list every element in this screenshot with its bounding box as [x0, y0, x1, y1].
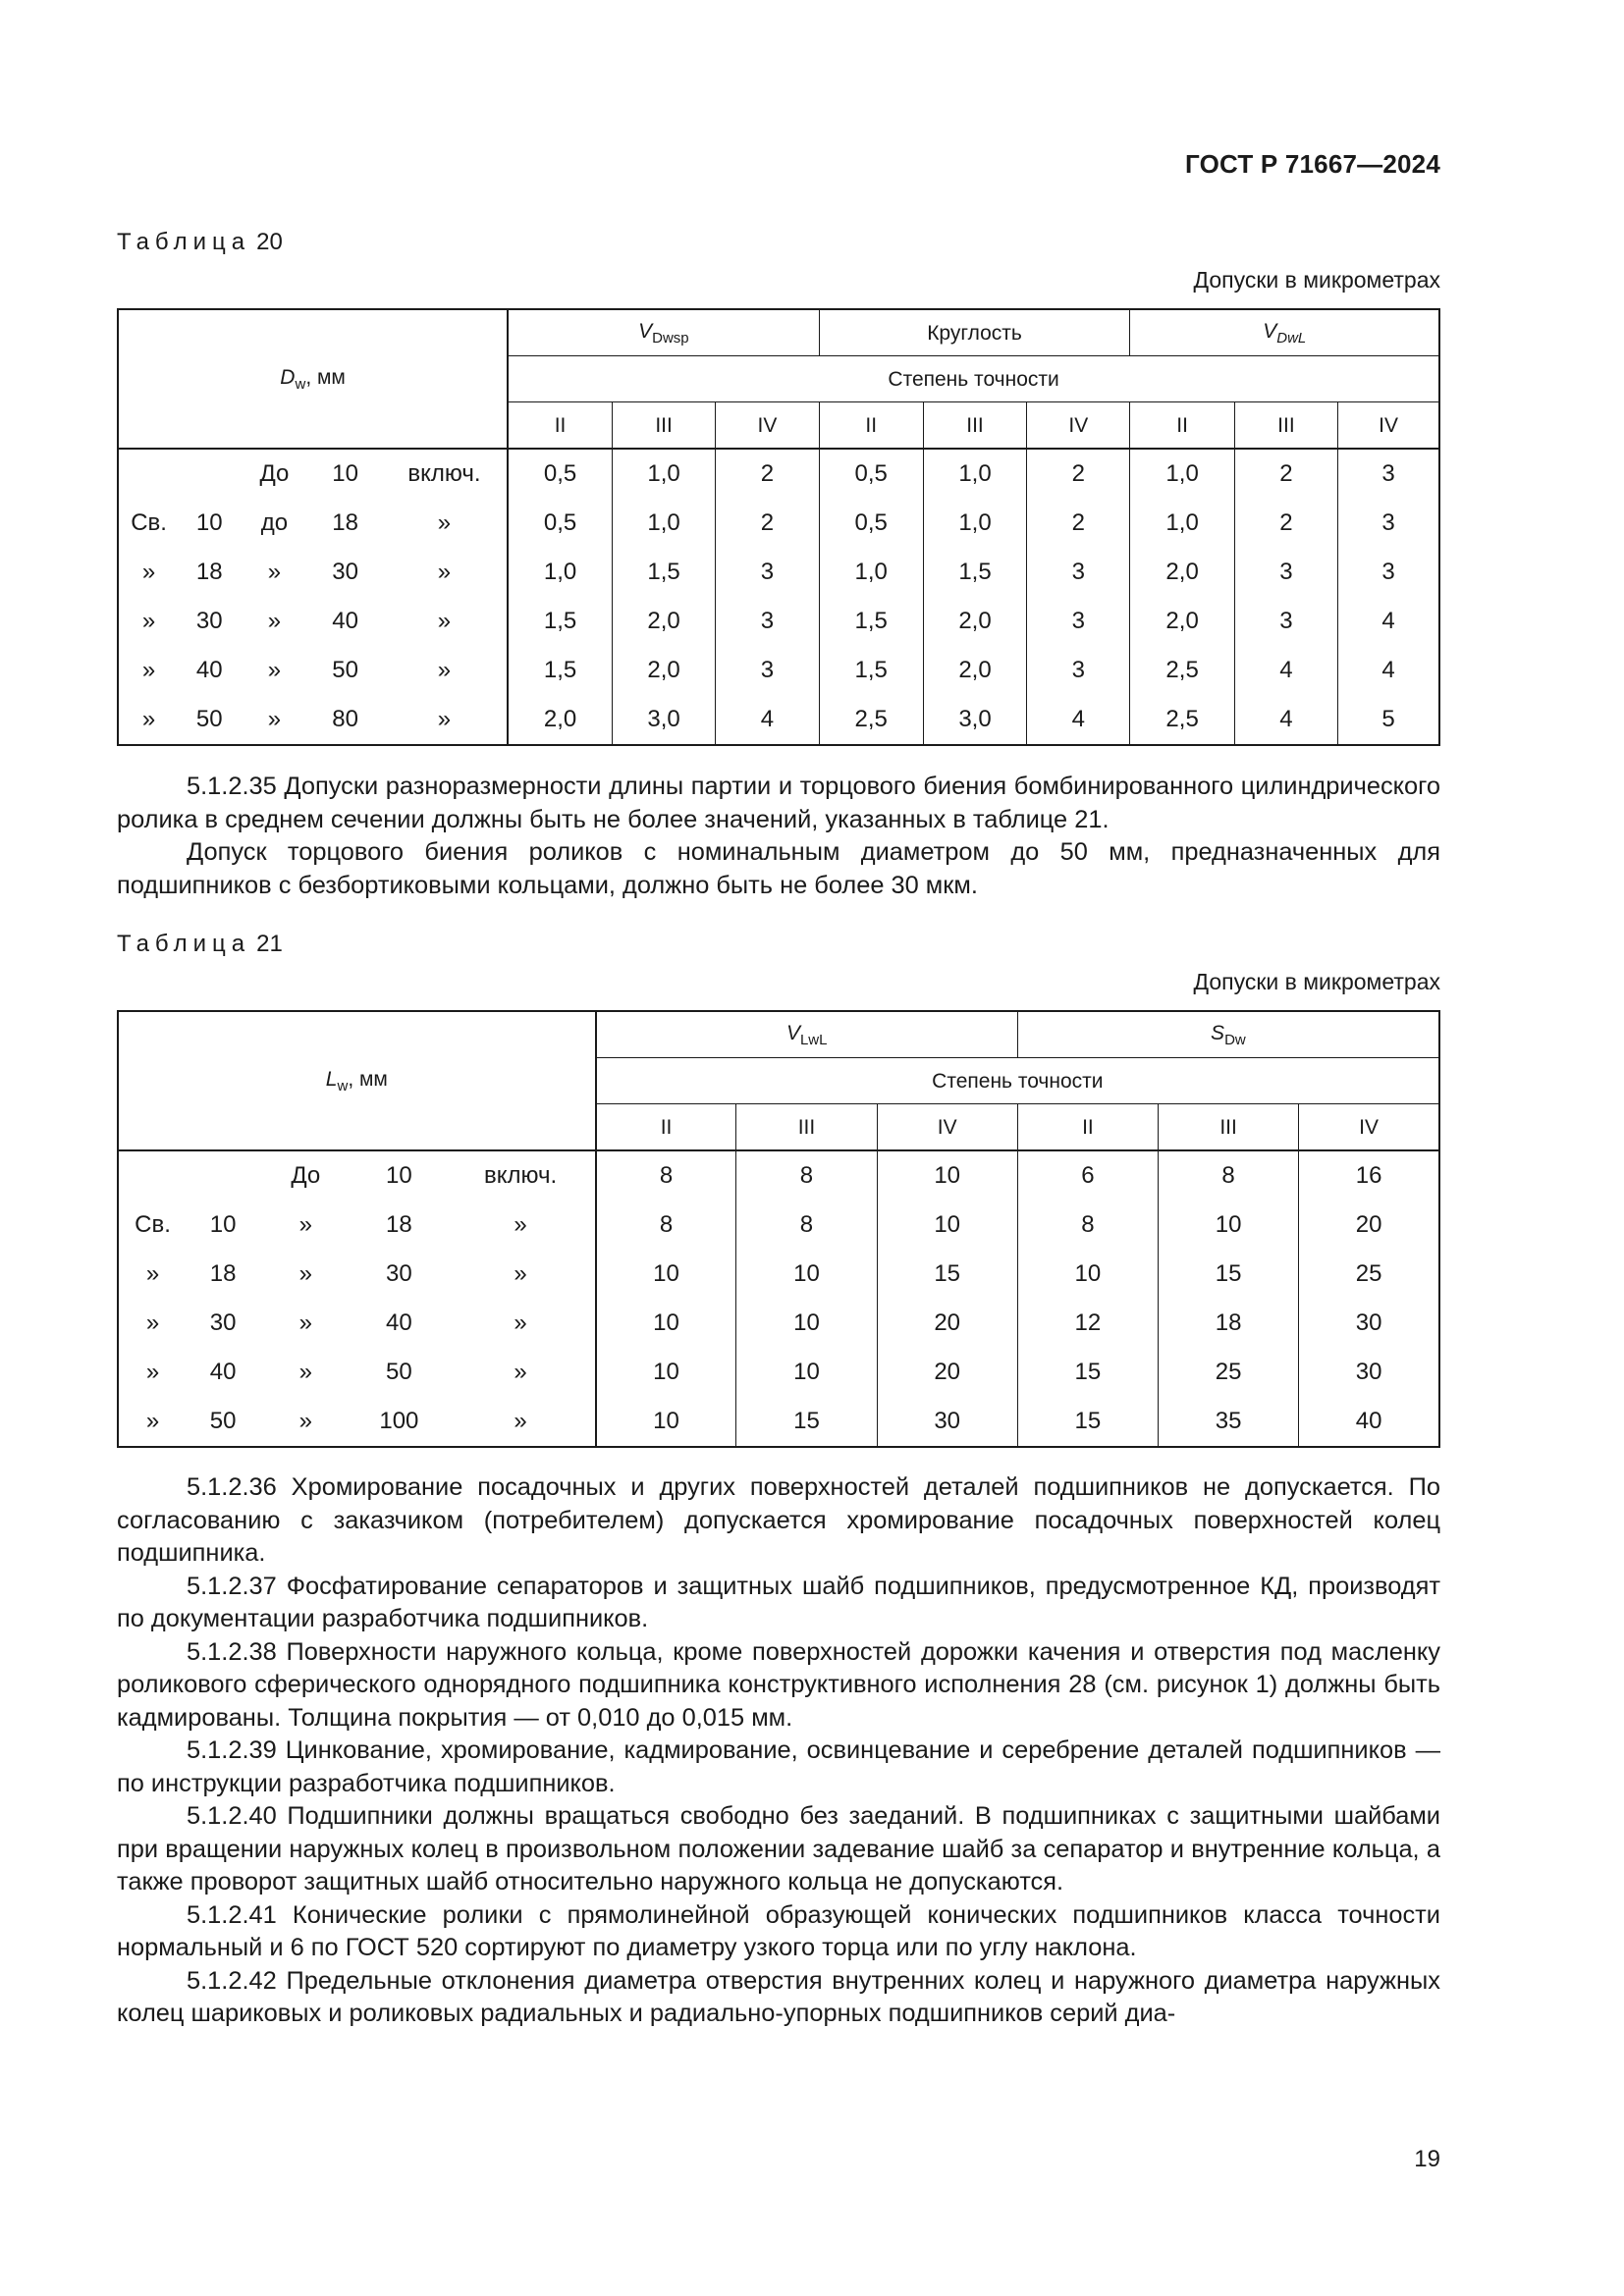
table21-caption-number: 21	[256, 931, 283, 957]
value-cell: 2,0	[612, 597, 715, 646]
value-cell: 10	[1159, 1201, 1299, 1250]
value-cell: 15	[1017, 1397, 1158, 1447]
value-cell: 1,0	[1130, 499, 1234, 548]
table20-grade-cell: II	[819, 402, 923, 450]
range-pre-cell: »	[145, 1260, 160, 1287]
range-to-cell: 30	[386, 1260, 412, 1287]
range-to-cell: 100	[379, 1408, 419, 1434]
table21-dimension-header	[118, 1011, 596, 1150]
value-cell: 8	[736, 1150, 877, 1201]
range-to-cell: 40	[332, 608, 358, 634]
range-from-cell: 50	[195, 706, 223, 732]
range-pre-cell: »	[141, 706, 156, 732]
table21-grade-cell: III	[736, 1104, 877, 1151]
range-to-cell: 18	[386, 1211, 412, 1238]
value-cell: 3,0	[612, 695, 715, 745]
value-cell: 2	[716, 499, 819, 548]
range-suffix-cell: »	[446, 1348, 595, 1397]
value-cell: 40	[1299, 1397, 1439, 1447]
value-cell: 1,0	[1130, 449, 1234, 499]
page-number: 19	[1414, 2146, 1440, 2172]
value-cell: 10	[877, 1201, 1017, 1250]
value-cell: 2,5	[1130, 646, 1234, 695]
range-conj-cell: »	[298, 1359, 312, 1385]
value-cell: 4	[1234, 646, 1337, 695]
value-cell: 20	[877, 1299, 1017, 1348]
value-cell: 4	[1338, 646, 1439, 695]
table-row	[118, 1201, 1439, 1250]
range-suffix-cell: »	[446, 1201, 595, 1250]
value-cell: 10	[877, 1150, 1017, 1201]
table20-body	[118, 449, 1439, 745]
value-cell: 30	[1299, 1348, 1439, 1397]
value-cell: 2,0	[923, 646, 1026, 695]
table-row	[118, 449, 1439, 499]
value-cell: 12	[1017, 1299, 1158, 1348]
value-cell: 20	[877, 1348, 1017, 1397]
range-from-cell: 30	[209, 1309, 237, 1336]
range-suffix-cell: »	[446, 1250, 595, 1299]
range-pre-cell: »	[145, 1408, 160, 1434]
range-from-cell: 50	[209, 1408, 237, 1434]
range-conj-cell: До	[291, 1162, 321, 1189]
value-cell: 2	[1027, 499, 1130, 548]
table-row	[118, 499, 1439, 548]
paragraph: 5.1.2.36 Хромирование посадочных и других поверхностей деталей подшипников не допускается. По согласованию с заказчиком (потребителем) допускается хромирование посадочных поверхностей колец подшипника.	[117, 1473, 1440, 1567]
paragraph: 5.1.2.35 Допуски разноразмерности длины партии и торцового биения бомбинированного цилиндрического ролика в среднем сечении должны быть не более значений, указанных в таблице 21.	[117, 773, 1440, 833]
range-pre-cell: »	[141, 608, 156, 634]
value-cell: 1,5	[923, 548, 1026, 597]
value-cell: 2	[1234, 499, 1337, 548]
value-cell: 1,5	[508, 597, 612, 646]
table20-dim-unit: , мм	[305, 365, 346, 389]
table-row	[118, 1397, 1439, 1447]
range-conj-cell: до	[260, 509, 289, 536]
range-suffix-cell: »	[446, 1299, 595, 1348]
table21-caption-word: Таблица	[117, 931, 251, 957]
value-cell: 3	[1027, 597, 1130, 646]
value-cell: 2	[1027, 449, 1130, 499]
table20-dim-subscript: w	[295, 375, 306, 393]
value-cell: 1,0	[508, 548, 612, 597]
value-cell: 10	[596, 1250, 736, 1299]
table-row	[118, 695, 1439, 745]
value-cell: 15	[1017, 1348, 1158, 1397]
range-conj-cell: »	[298, 1408, 312, 1434]
range-from-cell	[179, 449, 240, 499]
range-from-cell: 18	[209, 1260, 237, 1287]
value-cell: 18	[1159, 1299, 1299, 1348]
value-cell: 2,0	[1130, 597, 1234, 646]
value-cell: 0,5	[819, 449, 923, 499]
value-cell: 25	[1299, 1250, 1439, 1299]
table-row	[118, 548, 1439, 597]
table21-group-vlwl	[596, 1011, 1018, 1058]
value-cell: 2	[716, 449, 819, 499]
range-conj-cell: »	[298, 1309, 312, 1336]
value-cell: 4	[716, 695, 819, 745]
table20-group-vdwsp-subscript: Dwsp	[652, 329, 689, 347]
document-number: ГОСТ Р 71667—2024	[1185, 149, 1440, 179]
value-cell: 8	[1017, 1201, 1158, 1250]
table20-grade-cell: II	[508, 402, 612, 450]
value-cell: 35	[1159, 1397, 1299, 1447]
range-conj-cell: »	[267, 608, 282, 634]
value-cell: 10	[596, 1348, 736, 1397]
table-row	[118, 646, 1439, 695]
table20-dim-symbol: D	[280, 365, 296, 389]
table21-group-vlwl-subscript: LwL	[799, 1031, 828, 1048]
range-from-cell: 10	[195, 509, 223, 536]
value-cell: 4	[1234, 695, 1337, 745]
value-cell: 15	[1159, 1250, 1299, 1299]
range-pre-cell: »	[141, 657, 156, 683]
value-cell: 4	[1338, 597, 1439, 646]
table20-group-vdwl-subscript: DwL	[1276, 329, 1307, 347]
table20-group-vdwsp-symbol: V	[638, 319, 653, 343]
range-from-cell	[187, 1150, 259, 1201]
table21-dim-unit: , мм	[348, 1067, 388, 1091]
table21-dim-symbol: L	[325, 1067, 338, 1091]
table-row	[118, 1250, 1439, 1299]
range-to-cell: 10	[332, 460, 358, 487]
table20-group-vdwsp	[508, 309, 819, 356]
paragraph: 5.1.2.41 Конические ролики с прямолинейной образующей конических подшипников класса точности нормальный и 6 по ГОСТ 520 сортируют по диаметру узкого торца или по углу наклона.	[117, 1900, 1440, 1961]
value-cell: 1,0	[819, 548, 923, 597]
value-cell: 0,5	[508, 449, 612, 499]
value-cell: 1,0	[923, 449, 1026, 499]
value-cell: 10	[596, 1299, 736, 1348]
range-pre-cell: »	[145, 1359, 160, 1385]
value-cell: 8	[596, 1201, 736, 1250]
table-row	[118, 597, 1439, 646]
value-cell: 3	[1027, 548, 1130, 597]
range-to-cell: 10	[386, 1162, 412, 1189]
table21-grade-cell: IV	[1299, 1104, 1439, 1151]
table21-group-vlwl-symbol: V	[785, 1021, 800, 1044]
value-cell: 4	[1027, 695, 1130, 745]
value-cell: 1,5	[819, 597, 923, 646]
value-cell: 6	[1017, 1150, 1158, 1201]
range-from-cell: 18	[195, 559, 223, 585]
table21-group-sdw-subscript: Dw	[1224, 1031, 1246, 1048]
table20-grade-cell: II	[1130, 402, 1234, 450]
range-to-cell: 40	[386, 1309, 412, 1336]
value-cell: 3	[1234, 548, 1337, 597]
table21-body	[118, 1150, 1439, 1447]
paragraph: 5.1.2.39 Цинкование, хромирование, кадмирование, освинцевание и серебрение деталей подшипников — по инструкции разработчика подшипников.	[117, 1736, 1440, 1797]
value-cell: 8	[1159, 1150, 1299, 1201]
value-cell: 10	[736, 1299, 877, 1348]
range-suffix-cell: включ.	[382, 449, 508, 499]
value-cell: 1,0	[923, 499, 1026, 548]
table21-grade-cell: III	[1159, 1104, 1299, 1151]
table20-grade-cell: III	[612, 402, 715, 450]
value-cell: 1,5	[612, 548, 715, 597]
table20-group-roundness: Круглость	[819, 309, 1130, 356]
table21-caption	[117, 931, 283, 958]
paragraph: 5.1.2.38 Поверхности наружного кольца, кроме поверхностей дорожки качения и отверстия под масленку роликового сферического однорядного подшипника конструктивного исполнения 28 (см. рисунок 1) должны быть кадмированы. Толщина покрытия — от 0,010 до 0,015 мм.	[117, 1637, 1440, 1732]
value-cell: 2,5	[1130, 695, 1234, 745]
value-cell: 10	[596, 1397, 736, 1447]
value-cell: 8	[596, 1150, 736, 1201]
value-cell: 10	[736, 1250, 877, 1299]
table21-group-sdw-symbol: S	[1211, 1021, 1225, 1044]
range-suffix-cell: »	[382, 695, 508, 745]
range-suffix-cell: »	[382, 597, 508, 646]
value-cell: 3	[1234, 597, 1337, 646]
table21-dim-subscript: w	[337, 1077, 349, 1095]
value-cell: 25	[1159, 1348, 1299, 1397]
table21-group-sdw	[1017, 1011, 1439, 1058]
table-row	[118, 1348, 1439, 1397]
value-cell: 16	[1299, 1150, 1439, 1201]
value-cell: 10	[1017, 1250, 1158, 1299]
value-cell: 3	[1338, 499, 1439, 548]
range-pre-cell: Св.	[135, 1211, 171, 1238]
table-row	[118, 1299, 1439, 1348]
range-conj-cell: »	[298, 1260, 312, 1287]
value-cell: 2	[1234, 449, 1337, 499]
table20-grade-cell: III	[923, 402, 1026, 450]
value-cell: 1,5	[819, 646, 923, 695]
range-pre-cell: »	[145, 1309, 160, 1336]
value-cell: 1,0	[612, 499, 715, 548]
range-pre-cell	[118, 449, 179, 499]
value-cell: 3	[716, 597, 819, 646]
value-cell: 2,0	[1130, 548, 1234, 597]
table21-grade-cell: II	[596, 1104, 736, 1151]
value-cell: 10	[736, 1348, 877, 1397]
range-from-cell: 40	[209, 1359, 237, 1385]
table20-grade-cell: III	[1234, 402, 1337, 450]
range-pre-cell: Св.	[131, 509, 167, 536]
paragraphs-b	[117, 1471, 1440, 2031]
range-to-cell: 80	[332, 706, 358, 732]
table20-caption-word: Таблица	[117, 229, 251, 255]
value-cell: 3	[716, 646, 819, 695]
value-cell: 20	[1299, 1201, 1439, 1250]
range-from-cell: 40	[195, 657, 223, 683]
paragraph: Допуск торцового биения роликов с номинальным диаметром до 50 мм, предназначенных для подшипников с безбортиковыми кольцами, должно быть не более 30 мкм.	[117, 838, 1440, 899]
range-conj-cell: До	[259, 460, 290, 487]
value-cell: 2,0	[508, 695, 612, 745]
table20-caption	[117, 229, 283, 256]
value-cell: 3	[1338, 449, 1439, 499]
table-20	[117, 308, 1440, 746]
value-cell: 30	[877, 1397, 1017, 1447]
value-cell: 1,5	[508, 646, 612, 695]
range-suffix-cell: включ.	[446, 1150, 595, 1201]
range-to-cell: 30	[332, 559, 358, 585]
value-cell: 8	[736, 1201, 877, 1250]
table21-grade-cell: II	[1017, 1104, 1158, 1151]
value-cell: 3	[1027, 646, 1130, 695]
range-pre-cell: »	[141, 559, 156, 585]
value-cell: 2,0	[923, 597, 1026, 646]
table-row	[118, 1150, 1439, 1201]
table-21	[117, 1010, 1440, 1448]
value-cell: 30	[1299, 1299, 1439, 1348]
paragraph: 5.1.2.40 Подшипники должны вращаться свободно без заеданий. В подшипниках с защитными шайбами при вращении наружных колец в произвольном положении задевание шайб за сепаратор и внутренние кольца, а также проворот защитных шайб относительно наружного кольца не допускаются.	[117, 1802, 1440, 1896]
range-from-cell: 30	[195, 608, 223, 634]
value-cell: 1,0	[612, 449, 715, 499]
table21-accuracy-header: Степень точности	[596, 1058, 1439, 1104]
range-suffix-cell: »	[382, 548, 508, 597]
value-cell: 0,5	[819, 499, 923, 548]
paragraph: 5.1.2.42 Предельные отклонения диаметра отверстия внутренних колец и наружного диаметра наружных колец шариковых и роликовых радиальных и радиально-упорных подшипников серий диа-	[117, 1966, 1440, 2027]
value-cell: 3,0	[923, 695, 1026, 745]
value-cell: 2,0	[612, 646, 715, 695]
range-to-cell: 50	[332, 657, 358, 683]
table20-accuracy-header: Степень точности	[508, 356, 1439, 402]
table20-grade-cell: IV	[1338, 402, 1439, 450]
paragraphs-a	[117, 771, 1440, 902]
table20-dimension-header	[118, 309, 508, 449]
value-cell: 3	[1338, 548, 1439, 597]
table20-group-vdwl	[1130, 309, 1439, 356]
range-conj-cell: »	[267, 657, 282, 683]
value-cell: 2,5	[819, 695, 923, 745]
table20-grade-cell: IV	[1027, 402, 1130, 450]
table20-group-vdwl-symbol: V	[1263, 319, 1277, 343]
value-cell: 0,5	[508, 499, 612, 548]
range-suffix-cell: »	[382, 499, 508, 548]
table21-units-note: Допуски в микрометрах	[1193, 969, 1440, 994]
range-from-cell: 10	[209, 1211, 237, 1238]
range-pre-cell	[118, 1150, 187, 1201]
range-conj-cell: »	[267, 706, 282, 732]
table21-grade-cell: IV	[877, 1104, 1017, 1151]
value-cell: 15	[736, 1397, 877, 1447]
table20-caption-number: 20	[256, 229, 283, 255]
range-conj-cell: »	[267, 559, 282, 585]
range-suffix-cell: »	[446, 1397, 595, 1447]
value-cell: 15	[877, 1250, 1017, 1299]
paragraph: 5.1.2.37 Фосфатирование сепараторов и защитных шайб подшипников, предусмотренное КД, производят по документации разработчика подшипников.	[117, 1572, 1440, 1632]
range-to-cell: 18	[332, 509, 358, 536]
range-to-cell: 50	[386, 1359, 412, 1385]
table20-grade-cell: IV	[716, 402, 819, 450]
range-suffix-cell: »	[382, 646, 508, 695]
table20-units-note: Допуски в микрометрах	[1193, 267, 1440, 293]
range-conj-cell: »	[298, 1211, 312, 1238]
value-cell: 3	[716, 548, 819, 597]
value-cell: 5	[1338, 695, 1439, 745]
